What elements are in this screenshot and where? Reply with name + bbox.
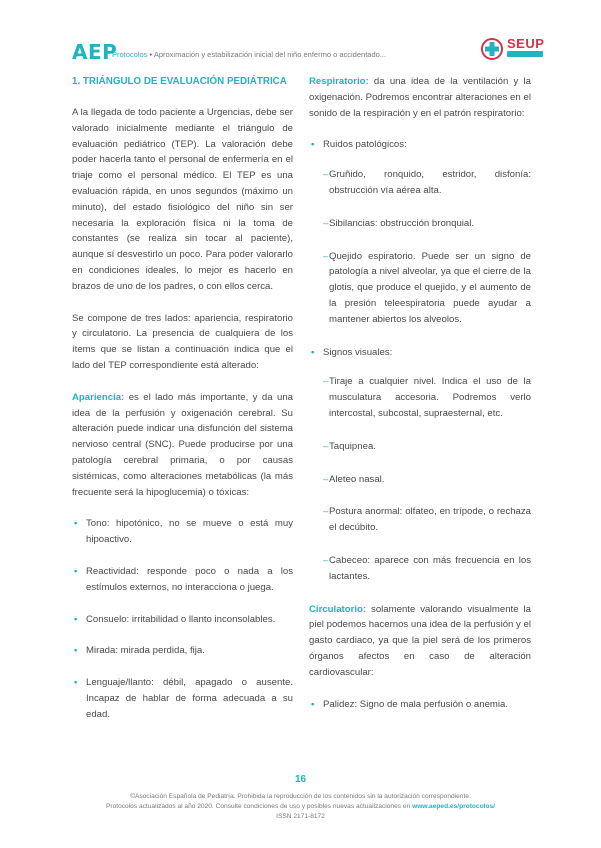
list-item [72,564,293,596]
dash-icon: – [323,473,329,485]
list-item-text: Mirada: mirada perdida, fija. [86,645,205,657]
bullet-icon: • [74,613,78,625]
left-column [72,74,293,739]
sublist-item-text: Aleteo nasal. [329,473,385,485]
dash-icon: – [323,506,329,518]
right-column [309,74,531,728]
dash-icon: – [323,440,329,452]
page-footer [0,792,601,822]
apariencia-list [72,516,293,722]
circulatorio-text: solamente valorando visualmente la piel podemos hacernos una idea de la perfusión y el gasto cardiaco, ya que la piel será de los primeros órganos afectos en caso de alteración cardiovascular: [309,603,531,678]
ruidos-sublist [323,167,531,327]
list-item [72,516,293,548]
bullet-icon: • [311,139,315,151]
update-line [0,802,601,812]
dash-icon: – [323,376,329,388]
list-item-text: Consuelo: irritabilidad o llanto inconsolables. [86,613,276,625]
apariencia-paragraph [72,390,293,501]
bullet-icon: • [74,518,78,530]
page-number: 16 [294,774,307,785]
respiratorio-text: da una idea de la ventilación y la oxigenación. Podremos encontrar alteraciones en el sonido de la respiración y en el patrón respiratorio: [309,76,531,119]
components-paragraph: Se compone de tres lados: apariencia, respiratorio y circulatorio. La presencia de cualquiera de los ítems que se listan a continuación indica que el lado del TEP correspondiente está alterado: [72,312,293,371]
apariencia-text: es el lado más importante, y da una idea de la perfusión y oxigenación cerebral. Su alteración puede indicar una disfunción del sistema nervioso central (SNC). Puede producirse por una patología cerebral primaria, o por causas sistémicas, como alteraciones metabólicas (la más frecuente será la hipoglucemia) o tóxicas: [72,391,293,498]
aep-logo: AEP [72,40,118,64]
seup-subtitle-bar [507,51,543,57]
seup-logo [481,36,545,64]
sublist-item [323,439,531,455]
header-running-title [112,50,386,59]
sublist-item [323,472,531,488]
list-item [309,137,531,327]
sublist-item-text: Postura anormal: olfateo, en trípode, o rechaza el decúbito. [329,506,531,534]
page-header [72,36,545,66]
list-item [72,675,293,722]
sublist-item-text: Cabeceo: aparece con más frecuencia en los lactantes. [329,554,531,582]
sublist-item-text: Taquipnea. [329,440,376,452]
sublist-item-text: Quejido espiratorio. Puede ser un signo de patología a nivel alveolar, ya que el cierre de la glotis, que produce el quejido, y el aumento de la presión teleespiratoria puede ayudar a mantener abiertos los alveolos. [329,250,531,325]
header-protocolos: Protocolos [112,50,148,59]
seup-title: SEUP [507,36,545,51]
signos-label: Signos visuales: [323,346,393,358]
protocols-link[interactable]: www.aeped.es/protocolos/ [412,803,495,810]
bullet-icon: • [311,346,315,358]
circulatorio-keyword: Circulatorio: [309,603,367,615]
list-item-text: Tono: hipotónico, no se mueve o está muy hipoactivo. [86,518,293,546]
signos-sublist [323,374,531,584]
list-item [309,697,531,713]
dash-icon: – [323,250,329,262]
copyright-line: ©Asociación Española de Pediatría. Prohibida la reproducción de los contenidos sin la autorización correspondiente. [130,793,471,800]
sublist-item [323,249,531,328]
dash-icon: – [323,554,329,566]
bullet-icon: • [311,698,315,710]
header-section: Aproximación y estabilización inicial del niño enfermo o accidentado... [153,50,387,59]
sublist-item-text: Sibilancias: obstrucción bronquial. [329,217,475,229]
respiratorio-paragraph [309,74,531,121]
respiratorio-keyword: Respiratorio: [309,76,369,87]
section-title: 1. TRIÁNGULO DE EVALUACIÓN PEDIÁTRICA [72,76,287,87]
intro-paragraph: A la llegada de todo paciente a Urgencias, debe ser valorado inicialmente mediante el triángulo de evaluación pediátrico (TEP). La valoración debe poder hacerla tanto el personal de enfermería en el triaje como el personal médico. El TEP es una evaluación rápida, en unos segundos (máximo un minuto), del estado fisiológico del niño sin ser necesaria la exploración física ni la toma de constantes (se realiza sin tocar al paciente), aunque sí desvestirlo un poco. Para poder valorarlo en condiciones ideales, lo mejor es hacerlo en brazos de uno de los padres, o con ellos cerca. [72,107,293,292]
sublist-item [323,553,531,585]
list-item [72,612,293,628]
bullet-icon: • [74,565,78,577]
list-item [309,345,531,585]
header-separator: • [147,50,154,59]
sublist-item-text: Gruñido, ronquido, estridor, disfonía: obstrucción vía aérea alta. [329,169,531,196]
sublist-item [323,504,531,536]
sublist-item-text: Tiraje a cualquier nivel. Indica el uso de la musculatura accesoria. Podremos verlo intercostal, subcostal, supraesternal, etc. [329,376,531,419]
sublist-item [323,216,531,232]
cross-logo-icon [481,38,503,60]
apariencia-keyword: Apariencia: [72,391,125,403]
respiratorio-list [309,137,531,584]
list-item-text: Reactividad: responde poco o nada a los estímulos externos, no interacciona o juega. [86,565,293,593]
issn-line: ISSN 2171-8172 [276,813,325,820]
ruidos-label: Ruidos patológicos: [323,139,407,151]
dash-icon: – [323,217,329,229]
list-item [72,643,293,659]
bullet-icon: • [74,645,78,657]
list-item-text: Lenguaje/llanto: débil, apagado o ausente. Incapaz de hablar de forma adecuada a su edad. [86,677,293,720]
sublist-item [323,374,531,421]
sublist-item [323,167,531,199]
update-text: Protocolos actualizados al año 2020. Consulte condiciones de uso y posibles nuevas actualizaciones en [105,803,413,810]
dash-icon: – [323,169,329,181]
bullet-icon: • [74,677,78,689]
list-item-text: Palidez: Signo de mala perfusión o anemia. [323,698,509,710]
circulatorio-list [309,697,531,713]
circulatorio-paragraph [309,602,531,681]
